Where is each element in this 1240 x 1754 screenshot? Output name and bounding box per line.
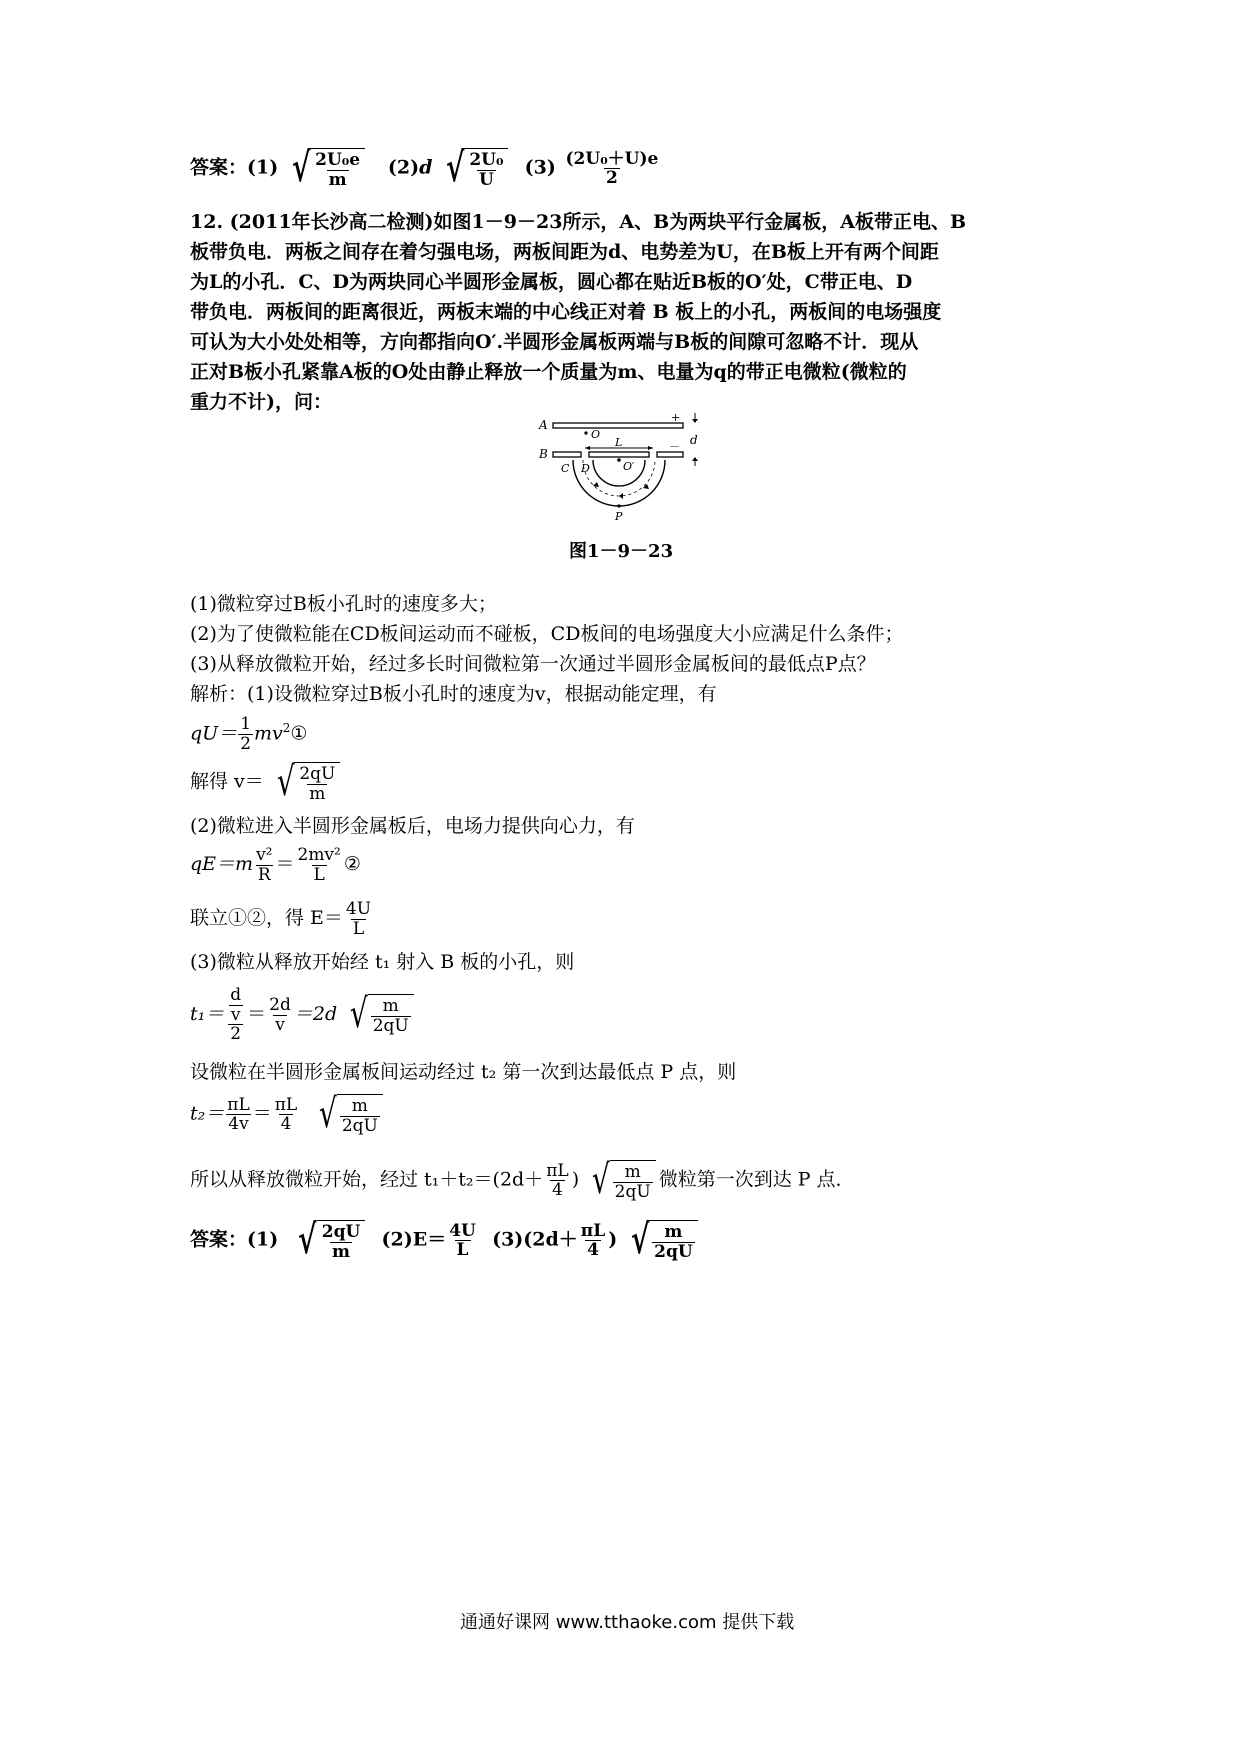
solution-step-1: 解析：(1)设微粒穿过B板小孔时的速度为v，根据动能定理，有 — [190, 683, 717, 705]
problem-line-1: 12. (2011年长沙高二检测)如图1－9－23所示，A、B为两块平行金属板，A板带正电、B — [190, 211, 967, 233]
problem-line-7: 重力不计)，问： — [190, 391, 332, 413]
label-p: P — [615, 510, 623, 523]
label-o: O — [591, 428, 601, 441]
fraction: $\frac{\text{(2U₀＋U)e}}{2}$ — [565, 148, 659, 189]
problem-line-2: 板带负电．两板之间存在着匀强电场，两板间距为d、电势差为U，在B板上开有两个间距 — [190, 241, 939, 263]
solution-step-7: 所以从释放微粒开始，经过 t₁＋t₂＝(2d＋ $\frac{\pi L}{4}$ ) √ $\frac{m}{2qU}$ 微粒第一次到达 P 点． — [190, 1157, 855, 1203]
question-3: (3)从释放微粒开始，经过多长时间微粒第一次通过半圆形金属板间的最低点P点？ — [190, 653, 876, 675]
point-p — [617, 504, 620, 507]
solution-step-5: (3)微粒从释放开始经 t₁ 射入 B 板的小孔，则 — [190, 951, 575, 973]
label-d: d — [690, 433, 698, 447]
solution-step-2: 解得 v＝ √ $\frac{2qU}{m}$ — [190, 762, 343, 803]
plate-a — [553, 423, 683, 428]
question-2: (2)为了使微粒能在CD板间运动而不碰板，CD板间的电场强度大小应满足什么条件； — [190, 623, 904, 645]
point-o — [584, 431, 587, 434]
label-minus: － — [669, 440, 680, 453]
sqrt-expression: √ $\frac{\text{2U₀}}{U}$ — [442, 148, 508, 189]
figure-caption: 图1－9－23 — [569, 541, 674, 562]
footer-text[interactable]: 通通好课网 www.tthaoke.com 提供下载 — [460, 1612, 795, 1633]
point-o-prime — [617, 458, 621, 462]
label-a: A — [539, 418, 548, 432]
label-d-plate: D — [581, 462, 590, 475]
problem-line-5: 可认为大小处处相等，方向都指向O′.半圆形金属板两端与B板的间隙可忽略不计．现从 — [190, 331, 919, 353]
equation-4: t₂＝ $\frac{\pi L}{4v}$ ＝ $\frac{\pi L}{4}$ √ $\frac{m}{2qU}$ — [190, 1094, 386, 1135]
label-o-prime: O′ — [623, 460, 635, 473]
label-b: B — [539, 447, 548, 461]
equation-1: qU＝ $\frac{1}{2}$ $mv^2①$ — [190, 714, 308, 754]
equation-3: t₁＝ $\frac{\frac{d}{v}}{2}$ ＝ $\frac{2d}{v}$ ＝2d √ $\frac{m}{2qU}$ — [190, 986, 417, 1044]
answer-line-11: 答案：(1) √ $\frac{\text{2U₀e}}{m}$ (2)d √ $\frac{\text{2U₀}}{U}$ (3) $\frac{\text{(2U₀＋U)e}}{2}$ — [190, 144, 659, 191]
sqrt-expression: √ $\frac{\text{2U₀e}}{m}$ — [288, 148, 365, 189]
problem-line-3: 为L的小孔．C、D为两块同心半圆形金属板，圆心都在贴近B板的O′处，C带正电、D — [190, 271, 913, 293]
plate-d — [593, 460, 645, 486]
solution-step-6: 设微粒在半圆形金属板间运动经过 t₂ 第一次到达最低点 P 点，则 — [190, 1061, 737, 1083]
equation-2: qE＝m $\frac{\text{v²}}{R}$ ＝ $\frac{\text{2mv²}}{L}$ ② — [190, 845, 361, 885]
problem-line-4: 带负电．两板间的距离很近，两板末端的中心线正对着 B 板上的小孔，两板间的电场强度 — [190, 301, 942, 323]
answer-line-12: 答案：(1) √ $\frac{2qU}{m}$ (2)E＝ $\frac{4U}{L}$ (3)(2d＋ $\frac{\pi L}{4}$ ) √ $\frac{m}{2qU}$ — [190, 1220, 701, 1261]
solution-step-4: 联立①②，得 E＝ $\frac{4U}{L}$ — [190, 899, 372, 939]
question-1: (1)微粒穿过B板小孔时的速度多大； — [190, 593, 497, 615]
figure-diagram — [535, 408, 725, 536]
problem-line-6: 正对B板小孔紧靠A板的O处由静止释放一个质量为m、电量为q的带正电微粒(微粒的 — [190, 361, 907, 383]
solution-step-3: (2)微粒进入半圆形金属板后，电场力提供向心力，有 — [190, 815, 635, 837]
plate-b-left — [553, 452, 581, 457]
label-c: C — [561, 462, 570, 475]
label-l: L — [615, 436, 623, 449]
label-plus: + — [671, 411, 681, 424]
plate-b-middle — [589, 452, 649, 457]
